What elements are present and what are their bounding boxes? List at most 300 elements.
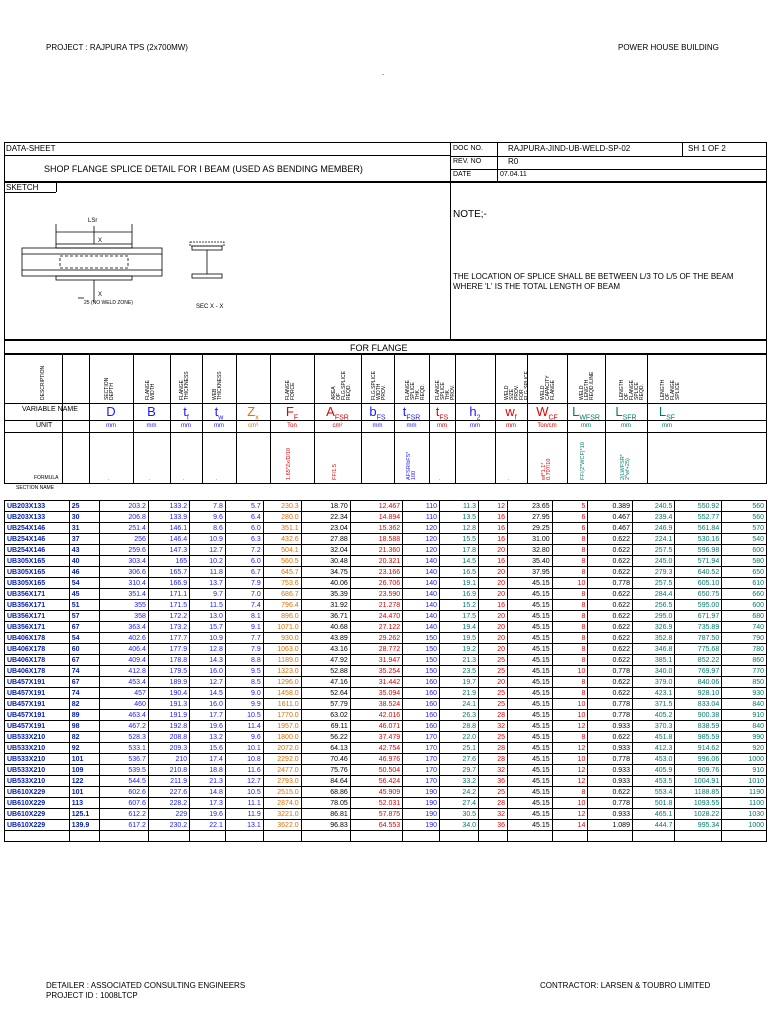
table-cell: 57.79 bbox=[301, 699, 350, 710]
table-cell: 229 bbox=[148, 809, 189, 820]
table-cell: 150 bbox=[403, 644, 440, 655]
sheet-number: SH 1 OF 2 bbox=[688, 144, 726, 153]
table-cell: 146.4 bbox=[148, 534, 189, 545]
table-cell: 650.75 bbox=[675, 589, 722, 600]
table-cell: 0.622 bbox=[588, 732, 633, 743]
table-cell: 15.6 bbox=[190, 743, 226, 754]
table-cell: 26.3 bbox=[440, 710, 479, 721]
table-cell: 14.3 bbox=[190, 655, 226, 666]
table-cell: 16.9 bbox=[440, 589, 479, 600]
table-cell: 177.7 bbox=[148, 633, 189, 644]
table-cell: 25 bbox=[479, 655, 508, 666]
empty-row bbox=[5, 831, 767, 842]
table-cell: 1.089 bbox=[588, 820, 633, 831]
table-cell: 8 bbox=[552, 611, 588, 622]
table-cell: 140 bbox=[403, 611, 440, 622]
table-cell: 46.071 bbox=[350, 721, 402, 732]
table-cell: 990 bbox=[722, 732, 767, 743]
table-cell: 133.9 bbox=[148, 512, 189, 523]
unit-label: mm bbox=[621, 423, 631, 429]
table-cell bbox=[632, 831, 674, 842]
table-cell: 68.86 bbox=[301, 787, 350, 798]
table-cell: 170 bbox=[403, 754, 440, 765]
table-row bbox=[5, 523, 767, 534]
table-cell: 610 bbox=[722, 578, 767, 589]
table-cell: 860 bbox=[722, 655, 767, 666]
table-cell: 14 bbox=[552, 820, 588, 831]
table-cell: 177.9 bbox=[148, 644, 189, 655]
table-cell: 2477.0 bbox=[263, 765, 301, 776]
table-cell: 10.2 bbox=[190, 556, 226, 567]
table-cell: UB356X171 bbox=[5, 600, 70, 611]
table-cell: 20 bbox=[479, 567, 508, 578]
table-cell: 45.15 bbox=[508, 732, 553, 743]
stray-dot: . bbox=[382, 68, 385, 77]
table-cell: 208.8 bbox=[148, 732, 189, 743]
table-cell: 2072.0 bbox=[263, 743, 301, 754]
table-cell bbox=[148, 831, 189, 842]
table-cell: 210.8 bbox=[148, 765, 189, 776]
table-cell: 352.8 bbox=[632, 633, 674, 644]
variable-symbol: $L_{SF}$ bbox=[658, 404, 676, 422]
table-cell: 25 bbox=[479, 732, 508, 743]
table-cell: 1188.85 bbox=[675, 787, 722, 798]
table-cell: 0.622 bbox=[588, 644, 633, 655]
table-cell: UB533X210 bbox=[5, 765, 70, 776]
table-cell: 501.8 bbox=[632, 798, 674, 809]
table-cell: 351.1 bbox=[263, 523, 301, 534]
table-cell: 140 bbox=[403, 600, 440, 611]
unit-label: mm bbox=[662, 423, 672, 429]
note-text: THE LOCATION OF SPLICE SHALL BE BETWEEN L/3 TO L/5 OF THE BEAM WHERE 'L' IS THE TOTAL LENGTH OF BEAM bbox=[453, 272, 734, 291]
table-cell: 790 bbox=[722, 633, 767, 644]
table-cell: 7.2 bbox=[225, 545, 263, 556]
unit-label: cm³ bbox=[248, 423, 258, 429]
table-cell: 12.8 bbox=[440, 523, 479, 534]
table-cell: 10.5 bbox=[225, 787, 263, 798]
table-cell: 17.3 bbox=[190, 798, 226, 809]
table-cell: 160 bbox=[403, 699, 440, 710]
variable-symbol: $w_f$ bbox=[505, 404, 517, 422]
column-header: LENGTH OF FLANGE SPLICE bbox=[660, 379, 681, 400]
table-cell: 735.89 bbox=[675, 622, 722, 633]
variable-symbol: $h_2$ bbox=[469, 404, 481, 422]
table-cell: 28.8 bbox=[440, 721, 479, 732]
table-cell: 32 bbox=[479, 765, 508, 776]
table-cell: 246.9 bbox=[632, 523, 674, 534]
table-cell: 190.4 bbox=[148, 688, 189, 699]
table-cell: 900.38 bbox=[675, 710, 722, 721]
table-cell: 82 bbox=[69, 699, 99, 710]
table-cell: 1296.0 bbox=[263, 677, 301, 688]
table-cell: 125.1 bbox=[69, 809, 99, 820]
column-header: SECTION DEPTH bbox=[104, 377, 115, 400]
table-cell: 0.622 bbox=[588, 556, 633, 567]
table-cell: 463.4 bbox=[99, 710, 148, 721]
table-row bbox=[5, 743, 767, 754]
table-row bbox=[5, 578, 767, 589]
table-cell: 45.15 bbox=[508, 578, 553, 589]
table-cell: UB457X191 bbox=[5, 710, 70, 721]
table-cell: 170 bbox=[403, 776, 440, 787]
table-cell: 9.0 bbox=[225, 688, 263, 699]
table-cell: 0.778 bbox=[588, 710, 633, 721]
note-label: NOTE;- bbox=[453, 209, 487, 220]
table-cell: 379.0 bbox=[632, 677, 674, 688]
table-cell: 914.62 bbox=[675, 743, 722, 754]
table-cell: 279.3 bbox=[632, 567, 674, 578]
table-cell: 140 bbox=[403, 578, 440, 589]
table-row bbox=[5, 809, 767, 820]
table-cell: 553.4 bbox=[632, 787, 674, 798]
table-cell: 0.389 bbox=[588, 501, 633, 512]
table-cell: 9.6 bbox=[225, 732, 263, 743]
table-cell: 28 bbox=[479, 754, 508, 765]
project-title: PROJECT : RAJPURA TPS (2x700MW) bbox=[46, 43, 188, 52]
table-cell: 645.7 bbox=[263, 567, 301, 578]
table-cell: 596.98 bbox=[675, 545, 722, 556]
table-cell: 257.5 bbox=[632, 545, 674, 556]
table-cell: UB305X165 bbox=[5, 556, 70, 567]
table-row bbox=[5, 721, 767, 732]
column-header: LENGTH OF FLANGE SPLICE REQD. bbox=[619, 379, 645, 400]
date-value: 07.04.11 bbox=[500, 171, 527, 178]
table-cell: 63.02 bbox=[301, 710, 350, 721]
table-cell: 326.9 bbox=[632, 622, 674, 633]
table-cell: UB610X229 bbox=[5, 820, 70, 831]
table-cell: 284.4 bbox=[632, 589, 674, 600]
table-cell: 179.5 bbox=[148, 666, 189, 677]
table-cell: 133.2 bbox=[148, 501, 189, 512]
table-cell: 11.1 bbox=[225, 798, 263, 809]
table-cell: 12 bbox=[479, 501, 508, 512]
table-cell bbox=[350, 831, 402, 842]
table-cell: 56.424 bbox=[350, 776, 402, 787]
table-cell: 8 bbox=[552, 677, 588, 688]
table-cell: 528.3 bbox=[99, 732, 148, 743]
table-cell: 40.68 bbox=[301, 622, 350, 633]
table-cell: 45.15 bbox=[508, 798, 553, 809]
table-cell: 23.04 bbox=[301, 523, 350, 534]
variable-symbol: $b_{FS}$ bbox=[369, 404, 386, 422]
table-cell: 19.5 bbox=[440, 633, 479, 644]
table-cell: 8 bbox=[552, 622, 588, 633]
table-cell: 54 bbox=[69, 633, 99, 644]
table-cell: 10 bbox=[552, 699, 588, 710]
table-cell: 22.34 bbox=[301, 512, 350, 523]
table-cell: 0.622 bbox=[588, 655, 633, 666]
table-cell: 45.909 bbox=[350, 787, 402, 798]
table-cell bbox=[440, 831, 479, 842]
table-cell: 363.4 bbox=[99, 622, 148, 633]
table-cell: 43 bbox=[69, 545, 99, 556]
variable-symbol: $A_{FSR}$ bbox=[326, 404, 349, 422]
table-cell: 120 bbox=[403, 523, 440, 534]
table-cell: 8 bbox=[552, 534, 588, 545]
table-cell: 189.9 bbox=[148, 677, 189, 688]
table-cell: 460 bbox=[99, 699, 148, 710]
table-cell: 74 bbox=[69, 688, 99, 699]
table-cell: 147.3 bbox=[148, 545, 189, 556]
table-cell: 10.5 bbox=[225, 710, 263, 721]
table-cell: 358 bbox=[99, 611, 148, 622]
table-cell: 178.8 bbox=[148, 655, 189, 666]
table-cell: 0.778 bbox=[588, 578, 633, 589]
table-cell: 224.1 bbox=[632, 534, 674, 545]
table-cell: 43.89 bbox=[301, 633, 350, 644]
table-cell: 11.8 bbox=[190, 567, 226, 578]
table-cell: 146.1 bbox=[148, 523, 189, 534]
table-cell: 15.7 bbox=[190, 622, 226, 633]
table-cell: 122 bbox=[69, 776, 99, 787]
column-header: WELD CAPACITY FLANGE bbox=[540, 375, 556, 400]
table-cell: 310.4 bbox=[99, 578, 148, 589]
table-cell: 544.5 bbox=[99, 776, 148, 787]
table-cell: 12.7 bbox=[225, 776, 263, 787]
ls-label: LSr bbox=[88, 218, 98, 224]
table-cell: 22.0 bbox=[440, 732, 479, 743]
table-cell: 21.3 bbox=[190, 776, 226, 787]
table-cell: 64.13 bbox=[301, 743, 350, 754]
unit-label: mm bbox=[181, 423, 191, 429]
table-cell: 25 bbox=[479, 699, 508, 710]
table-row bbox=[5, 820, 767, 831]
table-cell: 45.15 bbox=[508, 666, 553, 677]
table-cell: 602.6 bbox=[99, 787, 148, 798]
unit-label: mm bbox=[106, 423, 116, 429]
table-cell: 0.622 bbox=[588, 688, 633, 699]
table-cell: 34.75 bbox=[301, 567, 350, 578]
table-cell bbox=[5, 831, 70, 842]
table-cell: 18.70 bbox=[301, 501, 350, 512]
table-cell: 256.5 bbox=[632, 600, 674, 611]
table-cell: 45.15 bbox=[508, 809, 553, 820]
table-cell: 160 bbox=[403, 710, 440, 721]
table-cell: 45.15 bbox=[508, 710, 553, 721]
table-cell: 166.9 bbox=[148, 578, 189, 589]
table-cell: 9.6 bbox=[190, 512, 226, 523]
column-header: FLANGE SPLICE THK. REQD. bbox=[404, 379, 426, 400]
table-cell: 1093.55 bbox=[675, 798, 722, 809]
table-cell: 838.59 bbox=[675, 721, 722, 732]
table-cell: 245.0 bbox=[632, 556, 674, 567]
table-cell: 617.2 bbox=[99, 820, 148, 831]
table-cell: 20 bbox=[479, 578, 508, 589]
variable-symbol: B bbox=[147, 404, 156, 419]
table-cell: 753.6 bbox=[263, 578, 301, 589]
table-cell: 671.97 bbox=[675, 611, 722, 622]
project-id: PROJECT ID : 1008LTCP bbox=[46, 991, 138, 1000]
table-cell: 171.1 bbox=[148, 589, 189, 600]
variable-symbol: $t_w$ bbox=[214, 404, 224, 422]
table-cell: 540 bbox=[722, 534, 767, 545]
table-cell: UB305X165 bbox=[5, 578, 70, 589]
table-cell: 8 bbox=[552, 655, 588, 666]
table-cell: 190 bbox=[403, 798, 440, 809]
column-header: FLANGE WIDTH bbox=[144, 379, 156, 400]
table-cell: 45.15 bbox=[508, 787, 553, 798]
table-cell: 165 bbox=[148, 556, 189, 567]
table-cell bbox=[479, 831, 508, 842]
table-cell: 33.2 bbox=[440, 776, 479, 787]
column-header: FLANGE FORCE bbox=[285, 379, 296, 400]
table-cell: 12 bbox=[552, 743, 588, 754]
table-cell: 16 bbox=[479, 556, 508, 567]
splice-sketch bbox=[14, 210, 254, 318]
table-cell: 539.5 bbox=[99, 765, 148, 776]
table-cell: 451.8 bbox=[632, 732, 674, 743]
table-cell: 47.16 bbox=[301, 677, 350, 688]
table-cell: 23.166 bbox=[350, 567, 402, 578]
table-cell: 0.622 bbox=[588, 545, 633, 556]
table-row bbox=[5, 655, 767, 666]
table-cell bbox=[675, 831, 722, 842]
table-cell: 1770.0 bbox=[263, 710, 301, 721]
table-cell: 14.5 bbox=[190, 688, 226, 699]
table-cell: 1004.91 bbox=[675, 776, 722, 787]
date-label: DATE bbox=[453, 171, 472, 178]
table-cell: 16 bbox=[479, 600, 508, 611]
table-cell: 17.5 bbox=[440, 611, 479, 622]
table-cell: UB533X210 bbox=[5, 754, 70, 765]
table-cell: 32.80 bbox=[508, 545, 553, 556]
table-cell: 2874.0 bbox=[263, 798, 301, 809]
table-row bbox=[5, 732, 767, 743]
table-cell: UB457X191 bbox=[5, 688, 70, 699]
column-header: WELD LENGTH REQD./LINE bbox=[579, 371, 595, 400]
table-cell: 910 bbox=[722, 765, 767, 776]
table-cell: 17.8 bbox=[440, 545, 479, 556]
table-cell: 8 bbox=[552, 633, 588, 644]
formula: AFSR/bFS* 100 bbox=[405, 451, 417, 480]
table-cell: 1063.0 bbox=[263, 644, 301, 655]
table-cell: 45.15 bbox=[508, 655, 553, 666]
table-cell: 6 bbox=[552, 512, 588, 523]
table-cell: 10.8 bbox=[225, 754, 263, 765]
table-cell: 351.4 bbox=[99, 589, 148, 600]
table-cell: 571.94 bbox=[675, 556, 722, 567]
table-cell: 25 bbox=[479, 666, 508, 677]
table-cell: 21.360 bbox=[350, 545, 402, 556]
table-cell: 0.778 bbox=[588, 754, 633, 765]
table-cell: 60 bbox=[69, 644, 99, 655]
table-cell: 0.933 bbox=[588, 765, 633, 776]
table-cell: 8 bbox=[552, 545, 588, 556]
table-cell: 16.5 bbox=[440, 567, 479, 578]
table-cell: 930 bbox=[722, 688, 767, 699]
table-cell: 110 bbox=[403, 501, 440, 512]
table-row bbox=[5, 710, 767, 721]
table-cell: 385.1 bbox=[632, 655, 674, 666]
variable-symbol: $Z_x$ bbox=[247, 404, 259, 422]
table-cell: 775.68 bbox=[675, 644, 722, 655]
table-cell: 13.2 bbox=[190, 732, 226, 743]
table-cell: 54 bbox=[69, 578, 99, 589]
table-cell: 280.0 bbox=[263, 512, 301, 523]
table-row bbox=[5, 545, 767, 556]
table-cell: 11.6 bbox=[225, 765, 263, 776]
variable-symbol: $F_F$ bbox=[285, 404, 299, 422]
table-cell: 0.467 bbox=[588, 523, 633, 534]
table-cell: 150 bbox=[403, 666, 440, 677]
table-cell: 82 bbox=[69, 732, 99, 743]
table-cell: UB406X178 bbox=[5, 633, 70, 644]
column-header: AREA OF FLG.SPLICE REQD. bbox=[330, 371, 352, 400]
table-cell: 98 bbox=[69, 721, 99, 732]
table-row bbox=[5, 787, 767, 798]
table-cell: UB610X229 bbox=[5, 809, 70, 820]
table-cell: 570 bbox=[722, 523, 767, 534]
table-cell: 0.622 bbox=[588, 567, 633, 578]
table-cell: 550.92 bbox=[675, 501, 722, 512]
unit-label: mm bbox=[146, 423, 157, 429]
table-cell: 1957.0 bbox=[263, 721, 301, 732]
table-cell: 769.97 bbox=[675, 666, 722, 677]
table-cell: 28 bbox=[479, 743, 508, 754]
table-cell: 12.7 bbox=[190, 677, 226, 688]
table-cell: 191.9 bbox=[148, 710, 189, 721]
table-cell: 50.504 bbox=[350, 765, 402, 776]
formula: wf*1.1* 0.707/10 bbox=[541, 458, 552, 480]
table-cell bbox=[403, 831, 440, 842]
table-cell: 230.2 bbox=[148, 820, 189, 831]
table-cell: 170 bbox=[403, 732, 440, 743]
table-cell: 8 bbox=[552, 600, 588, 611]
table-cell: 595.00 bbox=[675, 600, 722, 611]
table-cell bbox=[99, 831, 148, 842]
section-label: SEC X - X bbox=[196, 304, 224, 310]
table-cell: 406.4 bbox=[99, 644, 148, 655]
table-cell: 19.6 bbox=[190, 809, 226, 820]
table-cell: 45.15 bbox=[508, 820, 553, 831]
table-cell: 75.76 bbox=[301, 765, 350, 776]
table-cell: 22.1 bbox=[190, 820, 226, 831]
table-cell: 0.622 bbox=[588, 589, 633, 600]
table-cell: 928.10 bbox=[675, 688, 722, 699]
table-row bbox=[5, 666, 767, 677]
table-cell: 70.46 bbox=[301, 754, 350, 765]
table-cell: 930.0 bbox=[263, 633, 301, 644]
table-cell: UB457X191 bbox=[5, 699, 70, 710]
table-cell: 796.4 bbox=[263, 600, 301, 611]
unit-label: cm² bbox=[332, 423, 343, 429]
table-cell: 37.479 bbox=[350, 732, 402, 743]
variable-symbol: $t_{FS}$ bbox=[435, 404, 449, 422]
table-cell: 42.754 bbox=[350, 743, 402, 754]
table-cell: 101 bbox=[69, 787, 99, 798]
table-cell: 27.95 bbox=[508, 512, 553, 523]
table-cell: 0.467 bbox=[588, 512, 633, 523]
table-cell: 27.4 bbox=[440, 798, 479, 809]
table-cell: 47.92 bbox=[301, 655, 350, 666]
table-cell: 45.15 bbox=[508, 721, 553, 732]
formula: . bbox=[213, 478, 219, 480]
formula: . bbox=[180, 478, 186, 480]
table-cell: 910 bbox=[722, 710, 767, 721]
table-cell: 371.5 bbox=[632, 699, 674, 710]
table-cell: 190 bbox=[403, 809, 440, 820]
table-cell: 52.64 bbox=[301, 688, 350, 699]
table-cell: 346.8 bbox=[632, 644, 674, 655]
table-cell: 370.3 bbox=[632, 721, 674, 732]
table-cell: 84.64 bbox=[301, 776, 350, 787]
table-cell: 45.15 bbox=[508, 644, 553, 655]
rev-value: R0 bbox=[508, 157, 519, 166]
section-data-table bbox=[4, 500, 767, 842]
table-cell: 20 bbox=[479, 589, 508, 600]
table-cell: 170 bbox=[403, 765, 440, 776]
table-cell: 16 bbox=[479, 523, 508, 534]
